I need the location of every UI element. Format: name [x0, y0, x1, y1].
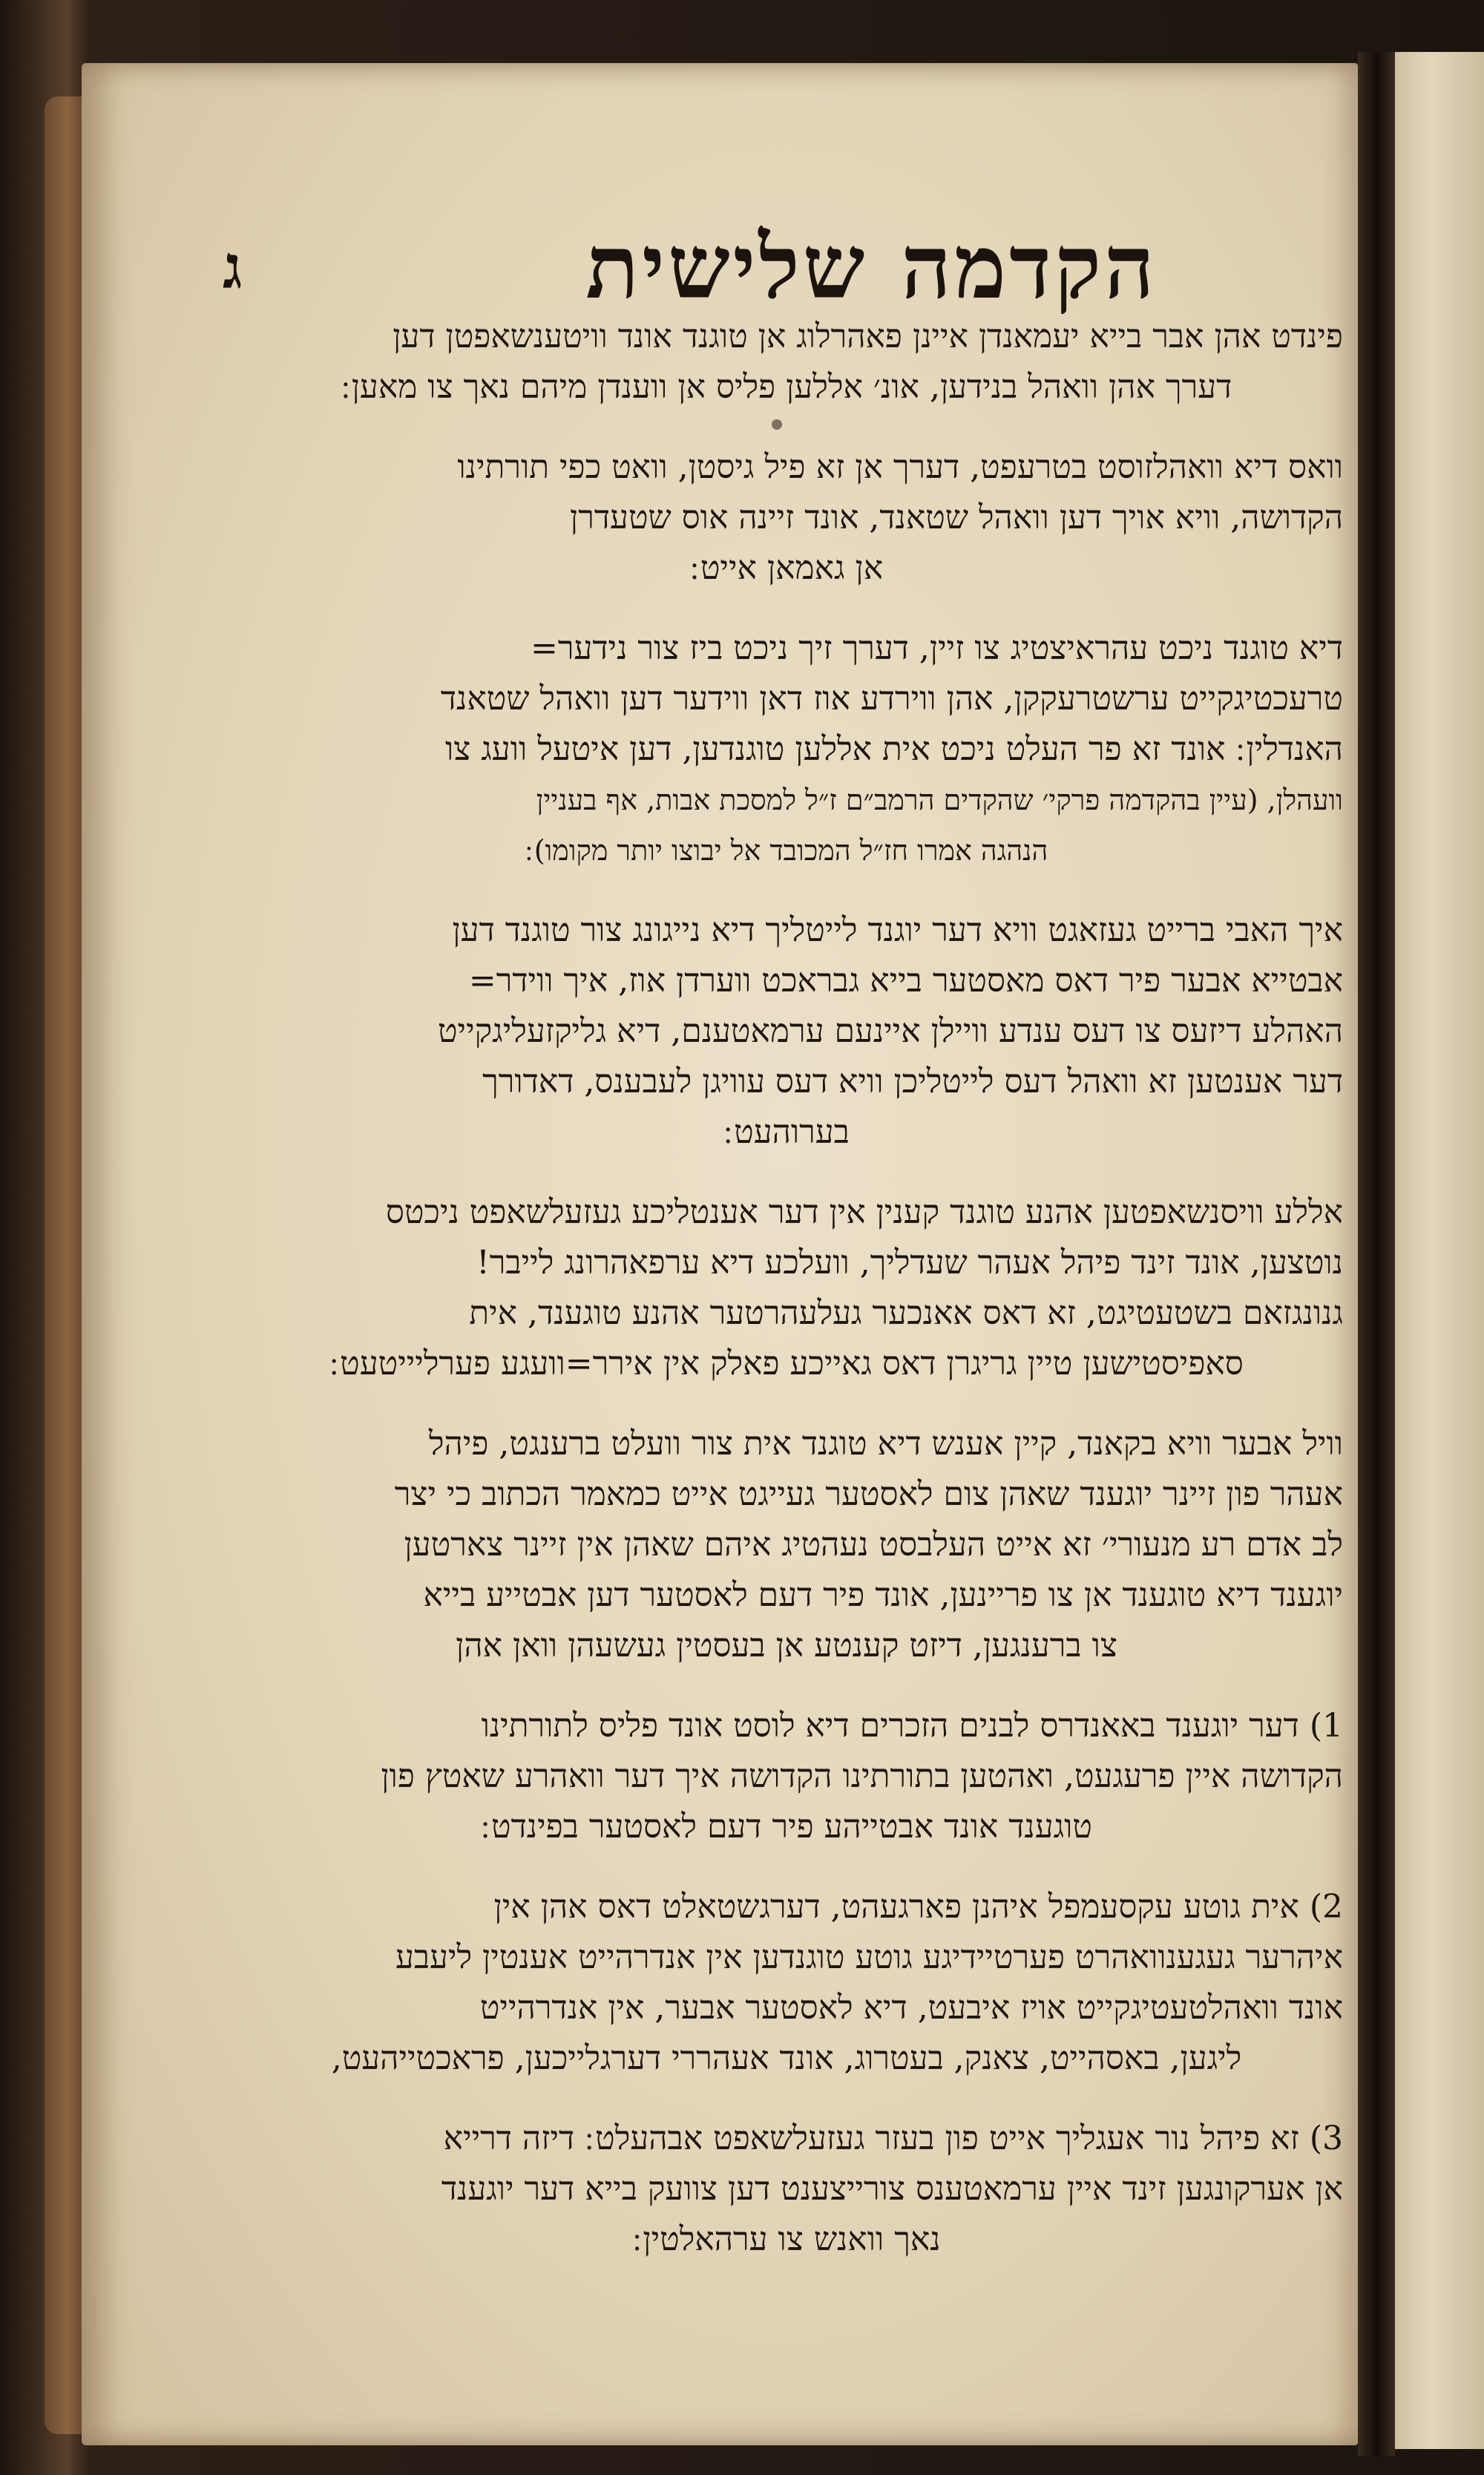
facing-page-edge	[1395, 52, 1484, 2449]
text-line: וויל אבער וויא בקאנד, קיין אענש דיא טוגנד אית צור וועלט ברענגט, פיהל	[428, 1425, 1343, 1463]
text-line: 1) דער יוגענד באאנדרס לבנים הזכרים דיא לוסט אונד פליס לתורתינו	[481, 1707, 1343, 1745]
text-line: בערוהעט ׃	[723, 1113, 850, 1151]
text-line: גנונגזאם בשטעטיגט, זא דאס אאנכער געלעהרטער אהנע טוגענד, אית	[469, 1294, 1343, 1332]
paragraph	[230, 2114, 1343, 2265]
paragraph	[230, 312, 1343, 413]
paragraph	[230, 1419, 1343, 1671]
text-line: דער אענטען זא וואהל דעס לייטליכן וויא דעס עוויגן לעבענס, דאדורך	[482, 1063, 1343, 1101]
body-text	[230, 312, 1343, 2295]
paragraph	[230, 1187, 1343, 1389]
page-title: הקדמה שלישית	[585, 215, 1158, 318]
text-line: סאפיסטישען טיין גריגרן דאס גאייכע פאלק אין אירר=וועגע פערליייטעט ׃	[329, 1345, 1244, 1383]
paragraph	[230, 1882, 1343, 2084]
text-line: אן אערקונגען זינד איין ערמאטענס צורייצענט דען צוועק בייא דער יוגענד	[441, 2170, 1343, 2208]
text-line: איהרער געגענוואהרט פערטיידיגע גוטע טוגנדען אין אנדרהייט אענטין ליעבע	[395, 1938, 1343, 1976]
text-line: אונד וואהלטעטיגקייט אויז איבעט, דיא לאסטער אבער, אין אנדרהייט	[479, 1989, 1343, 2027]
text-line: ליגען, באסהייט, צאנק, בעטרוג, אונד אעהררי דערגלייכען, פראכטייהעט,	[331, 2039, 1242, 2077]
page-header	[223, 215, 1276, 319]
text-line: לב אדם רע מנעורי׳ זא אייט העלבסט נעהטיג איהם שאהן אין זיינר צארטען	[404, 1526, 1343, 1564]
text-line: צו ברענגען, דיזט קענטע אן בעסטין געשעהן וואן אהן	[456, 1627, 1117, 1665]
text-line: דערך אהן וואהל בנידען, אונ׳ אללען פליס אן ווענדן מיהם נאך צו מאען ׃	[341, 368, 1232, 406]
text-line: 2) אית גוטע עקסעמפל איהנן פארגעהט, דערגשטאלט דאס אהן אין	[493, 1888, 1343, 1926]
text-line: אן גאמאן אייט ׃	[689, 549, 884, 587]
paragraph	[230, 623, 1343, 876]
book-gutter	[1358, 52, 1395, 2456]
text-line: יוגענד דיא טוגענד אן צו פריינען, אונד פיר דעם לאסטער דען אבטייע בייא	[423, 1576, 1343, 1614]
text-line: איך האבי ברייט געזאגט וויא דער יוגנד לייטליך דיא נייגונג צור טוגנד דען	[452, 911, 1343, 949]
text-line: האהלע דיזעס צו דעס ענדע וויילן איינעם ערמאטענם, דיא גליקזעליגקייט	[437, 1012, 1343, 1050]
text-line: וועהלן, (עיין בהקדמה פרקי׳ שהקדים הרמב״ם ז״ל למסכת אבות, אף בעניין	[536, 784, 1343, 816]
text-line: הנהגה אמרו חז״ל המכובד אל יבוצו יותר מקומו) ׃	[525, 834, 1048, 867]
text-line: אבטייא אבער פיר דאס מאסטער בייא גבראכט ווערדן אוז, איך ווידר=	[468, 962, 1343, 1000]
text-line: נאך וואנש צו ערהאלטין ׃	[632, 2220, 941, 2258]
text-line: וואס דיא וואהלזוסט בטרעפט, דערך אן זא פיל גיסטן, וואט כפי תורתינו	[457, 448, 1343, 486]
text-line: נוטצען, אונד זינד פיהל אעהר שעדליך, וועלכע דיא ערפאהרונג לייבר!	[476, 1244, 1343, 1282]
text-line: טרעכטיגקייט ערשטרעקקן, אהן ווירדע אוז דאן ווידער דען וואהל שטאנד	[440, 680, 1343, 718]
text-line: האנדלין ׃ אונד זא פר העלט ניכט אית אללען טוגנדען, דען איטעל וועג צו	[444, 730, 1343, 768]
text-line: אללע וויסנשאפטען אהנע טוגנד קענין אין דער אענטליכע געזעלשאפט ניכטס	[385, 1193, 1343, 1231]
text-line: הקדושה, וויא אויך דען וואהל שטאנד, אונד זיינה אוס שטעדרן	[570, 499, 1343, 537]
text-line: פינדט אהן אבר בייא יעמאנדן איינן פאהרלוג אן טוגנד אונד וויטענשאפטן דען	[393, 318, 1343, 355]
text-line: 3) זא פיהל נור אעגליך אייט פון בעזר געזעלשאפט אבהעלט ׃ דיזה דרייא	[443, 2120, 1343, 2157]
paragraph	[230, 1701, 1343, 1852]
paragraph	[230, 442, 1343, 594]
text-line: דיא טוגנד ניכט עהראיצטיג צו זיין, דערך זיך ניכט ביז צור נידער=	[531, 629, 1343, 667]
text-line: הקדושה איין פרעגעט, ואהטען בתורתינו הקדושה איך דער וואהרע שאטץ פון	[381, 1757, 1343, 1795]
page-number: ג	[223, 232, 243, 302]
text-line: אעהר פון זיינר יוגענד שאהן צום לאסטער געייגט אייט כמאמר הכתוב כי יצר	[394, 1475, 1343, 1513]
paragraph	[230, 905, 1343, 1158]
text-line: טוגענד אונד אבטייהע פיר דעם לאסטער בפינדט ׃	[481, 1808, 1092, 1846]
